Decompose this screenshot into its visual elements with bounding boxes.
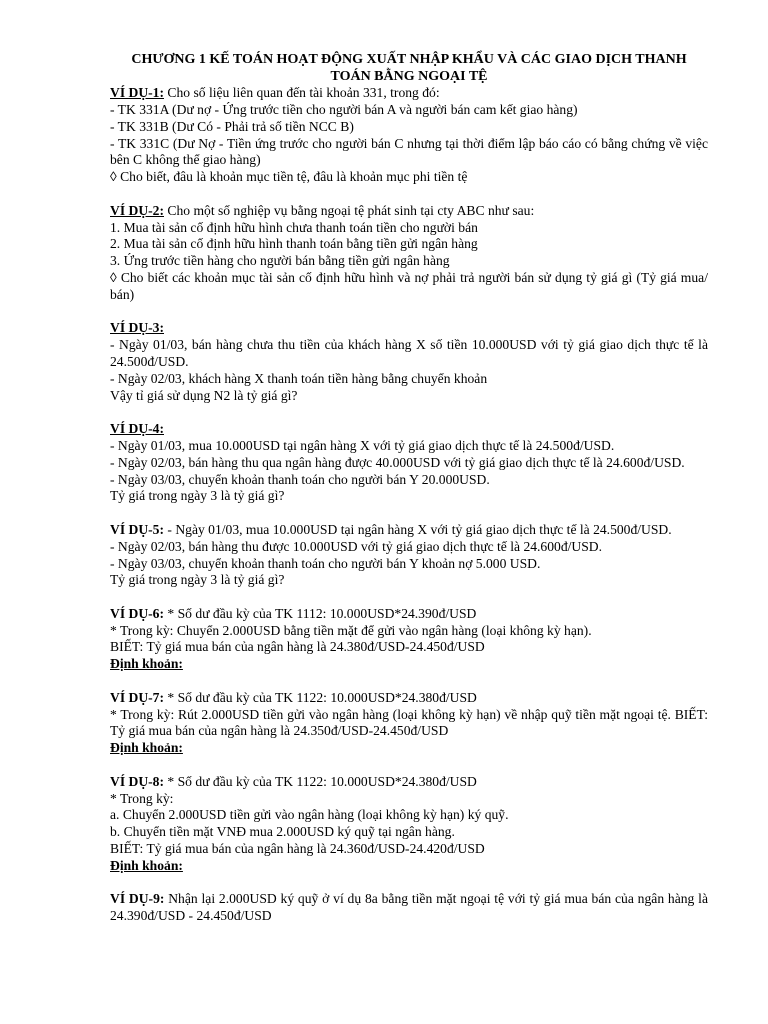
example-7-line: * Trong kỳ: Rút 2.000USD tiền gửi vào ngân hàng (loại không kỳ hạn) về nhập quỹ tiền mặt ngoại tệ. BIẾT: Tỷ giá mua bán của ngân hàng là 24.350đ/USD-24.450đ/USD (110, 706, 708, 739)
example-6-journal-heading: Định khoản: (110, 656, 183, 672)
example-2-line: 2. Mua tài sản cố định hữu hình thanh toán bằng tiền gửi ngân hàng (110, 236, 478, 252)
example-8-line: a. Chuyển 2.000USD tiền gửi vào ngân hàng (loại không kỳ hạn) ký quỹ. (110, 807, 509, 823)
example-7-label: VÍ DỤ-7: (110, 689, 164, 705)
example-2-label: VÍ DỤ-2: (110, 202, 164, 218)
example-7-intro: VÍ DỤ-7: * Số dư đầu kỳ của TK 1122: 10.000USD*24.380đ/USD (110, 689, 477, 705)
example-6-intro: VÍ DỤ-6: * Số dư đầu kỳ của TK 1112: 10.000USD*24.390đ/USD (110, 605, 477, 621)
example-2-intro: VÍ DỤ-2: Cho một số nghiệp vụ bằng ngoại tệ phát sinh tại cty ABC như sau: (110, 202, 535, 218)
example-3-label-line (110, 320, 708, 337)
example-8-intro: VÍ DỤ-8: * Số dư đầu kỳ của TK 1122: 10.000USD*24.380đ/USD (110, 773, 477, 789)
example-1-line: - TK 331A (Dư nợ - Ứng trước tiền cho người bán A và người bán cam kết giao hàng) (110, 101, 578, 117)
example-1-line: ◊ Cho biết, đâu là khoản mục tiền tệ, đâu là khoản mục phi tiền tệ (110, 169, 468, 185)
example-8-label: VÍ DỤ-8: (110, 773, 164, 789)
chapter-title: CHƯƠNG 1 KẾ TOÁN HOẠT ĐỘNG XUẤT NHẬP KHẨU VÀ CÁC GIAO DỊCH THANH TOÁN BẰNG NGOẠI TỆ (131, 52, 687, 84)
example-9-intro: VÍ DỤ-9: Nhận lại 2.000USD ký quỹ ở ví dụ 8a bằng tiền mặt ngoại tệ với tỷ giá mua bán của ngân hàng là 24.390đ/USD - 24.450đ/USD (110, 891, 708, 924)
example-1-intro: VÍ DỤ-1: Cho số liệu liên quan đến tài khoản 331, trong đó: (110, 85, 440, 101)
example-4-line: Tỷ giá trong ngày 3 là tỷ giá gì? (110, 488, 285, 504)
example-4-label-line (110, 421, 708, 438)
example-9-label: VÍ DỤ-9: (110, 891, 165, 907)
example-5-intro: VÍ DỤ-5: - Ngày 01/03, mua 10.000USD tại ngân hàng X với tỷ giá giao dịch thực tế là 24.500đ/USD. (110, 521, 672, 537)
example-6-line: * Trong kỳ: Chuyển 2.000USD bằng tiền mặt để gửi vào ngân hàng (loại không kỳ hạn). (110, 622, 592, 638)
example-3-line: - Ngày 01/03, bán hàng chưa thu tiền của khách hàng X số tiền 10.000USD với tỷ giá giao dịch thực tế là 24.500đ/USD. (110, 337, 708, 369)
example-1-line: - TK 331C (Dư Nợ - Tiền ứng trước cho người bán C nhưng tại thời điểm lập báo cáo có bằng chứng về việc bên C không thể giao hàng) (110, 135, 708, 168)
example-6-label: VÍ DỤ-6: (110, 605, 164, 621)
example-2-line: 1. Mua tài sản cố định hữu hình chưa thanh toán tiền cho người bán (110, 219, 478, 235)
example-4-line: - Ngày 03/03, chuyển khoản thanh toán cho người bán Y 20.000USD. (110, 471, 490, 487)
document-page (110, 52, 708, 925)
example-4-label: VÍ DỤ-4: (110, 421, 164, 437)
example-6-line: BIẾT: Tỷ giá mua bán của ngân hàng là 24.380đ/USD-24.450đ/USD (110, 639, 485, 655)
example-5-line: - Ngày 02/03, bán hàng thu được 10.000USD với tỷ giá giao dịch thực tế là 24.600đ/USD. (110, 538, 602, 554)
example-3-line: Vậy tỉ giá sử dụng N2 là tỷ giá gì? (110, 387, 298, 403)
example-8-line: BIẾT: Tỷ giá mua bán của ngân hàng là 24.360đ/USD-24.420đ/USD (110, 841, 485, 857)
example-4-line: - Ngày 02/03, bán hàng thu qua ngân hàng được 40.000USD với tỷ giá giao dịch thực tế là 24.600đ/USD. (110, 454, 685, 470)
example-8-line: b. Chuyển tiền mặt VNĐ mua 2.000USD ký quỹ tại ngân hàng. (110, 824, 455, 840)
example-8-journal-heading: Định khoản: (110, 857, 183, 873)
example-2-line: ◊ Cho biết các khoản mục tài sản cố định hữu hình và nợ phải trả người bán sử dụng tỷ giá gì (Tỷ giá mua/ bán) (110, 269, 708, 302)
example-2-line: 3. Ứng trước tiền hàng cho người bán bằng tiền gửi ngân hàng (110, 253, 450, 269)
example-8-line: * Trong kỳ: (110, 790, 174, 806)
example-3-label: VÍ DỤ-3: (110, 320, 164, 336)
example-3-line: - Ngày 02/03, khách hàng X thanh toán tiền hàng bằng chuyển khoản (110, 370, 488, 386)
example-1-line: - TK 331B (Dư Có - Phải trả số tiền NCC B) (110, 118, 354, 134)
example-5-line: Tỷ giá trong ngày 3 là tỷ giá gì? (110, 572, 285, 588)
example-1-label: VÍ DỤ-1: (110, 85, 164, 101)
example-5-label: VÍ DỤ-5: (110, 521, 164, 537)
example-4-line: - Ngày 01/03, mua 10.000USD tại ngân hàng X với tỷ giá giao dịch thực tế là 24.500đ/USD. (110, 437, 615, 453)
example-5-line: - Ngày 03/03, chuyển khoản thanh toán cho người bán Y khoản nợ 5.000 USD. (110, 555, 541, 571)
example-7-journal-heading: Định khoản: (110, 740, 183, 756)
